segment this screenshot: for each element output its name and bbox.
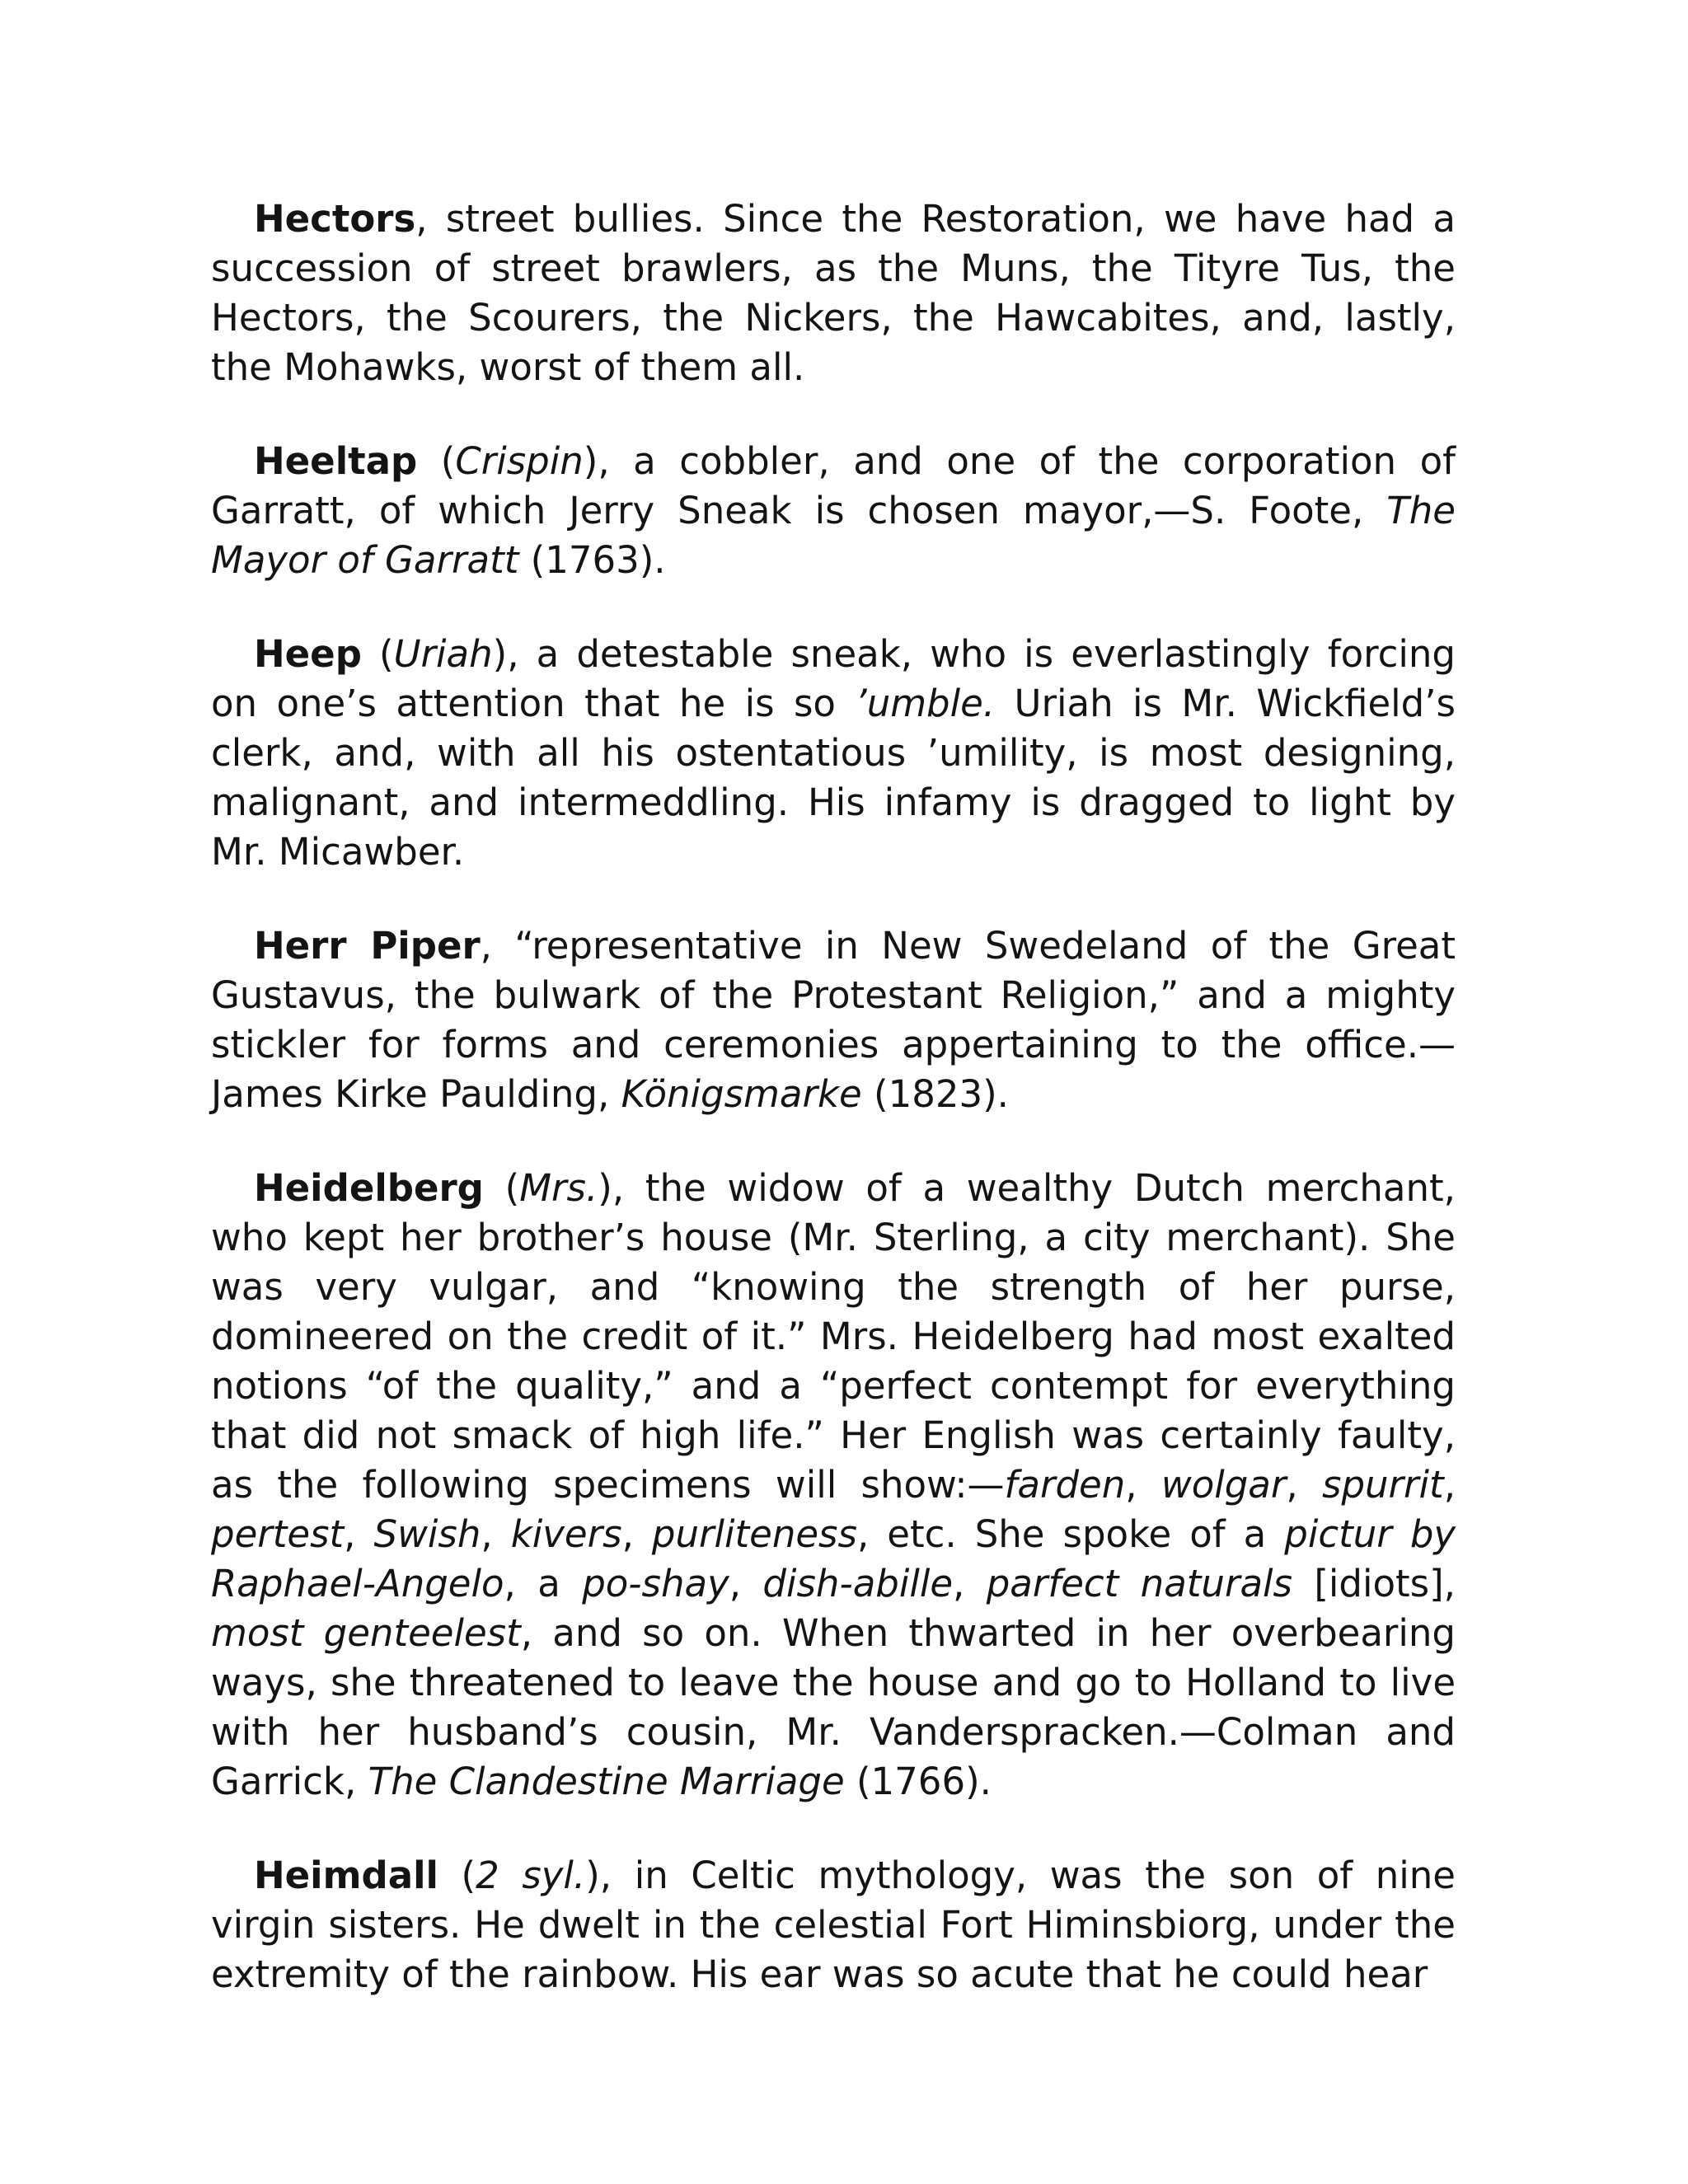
entry-italic: spurrit: [1322, 1463, 1444, 1507]
entry-text: ), a cobbler, and one of the corporation of Garratt, of which Jerry Sneak is chosen mayor,—S. Foote,: [211, 439, 1456, 532]
entry-text: (1823).: [861, 1072, 1009, 1116]
entry-italic: ’umble.: [855, 682, 996, 725]
entry-text: [idiots],: [1292, 1562, 1456, 1605]
entry-italic: pictur by Raphael-Angelo: [211, 1512, 1456, 1605]
headword: Heidelberg: [254, 1166, 484, 1210]
entry-text: , and so on. When thwarted in her overbearing ways, she threatened to leave the house and go to Holland to live with her husband’s cousin, Mr. Vanderspracken.—Colman and Garrick,: [211, 1611, 1456, 1803]
entry-text: Uriah is Mr. Wickfield’s clerk, and, with all his ostentatious ’umility, is most designing, malignant, and intermeddling. His infamy is dragged to light by Mr. Micawber.: [211, 682, 1456, 874]
entry-text: (1763).: [518, 538, 666, 582]
entry-text: (: [417, 439, 456, 483]
entry-heidelberg: [211, 1164, 1456, 1807]
entry-text: (: [438, 1854, 476, 1897]
entry-heep: [211, 630, 1456, 877]
entry-text: ,: [481, 1512, 511, 1556]
entry-heeltap: [211, 437, 1456, 585]
work-title: Königsmarke: [621, 1072, 862, 1116]
entry-text: ,: [1443, 1463, 1456, 1507]
entry-italic: wolgar: [1160, 1463, 1287, 1507]
entry-italic: kivers: [510, 1512, 622, 1556]
headword: Heep: [254, 632, 362, 676]
entry-italic: most genteelest: [211, 1611, 521, 1655]
entry-herr-piper: [211, 921, 1456, 1119]
headword: Herr Piper: [254, 924, 481, 968]
entry-text: , street bullies. Since the Restoration, we have had a succession of street brawlers, as the Muns, the Tityre Tus, the Hectors, the Scourers, the Nickers, the Hawcabites, and, lastly, the Mohawks, worst of them all.: [211, 197, 1456, 389]
entry-italic: dish-abille: [762, 1562, 954, 1605]
entry-text: , a: [504, 1562, 583, 1605]
entry-text: (: [483, 1166, 520, 1210]
entry-text: ,: [1125, 1463, 1161, 1507]
entry-text: ,: [1286, 1463, 1323, 1507]
headword: Hectors: [254, 197, 416, 241]
entry-text: ,: [729, 1562, 763, 1605]
entry-italic: po-shay: [582, 1562, 729, 1605]
entry-italic: parfect naturals: [986, 1562, 1292, 1605]
entry-text: , “representative in New Swedeland of the Great Gustavus, the bulwark of the Protestant Religion,” and a mighty stickler for forms and ceremonies appertaining to the office.—James Kirke Paulding,: [211, 924, 1456, 1116]
entry-text: ), in Celtic mythology, was the son of nine virgin sisters. He dwelt in the celestial Fort Himinsbiorg, under the extremity of the rainbow. His ear was so acute that he could hear: [211, 1854, 1456, 1996]
entry-heimdall: [211, 1851, 1456, 1999]
entry-text: , etc. She spoke of a: [856, 1512, 1285, 1556]
entry-text: (1766).: [844, 1760, 992, 1803]
entry-text: ,: [953, 1562, 987, 1605]
entry-text: ), the widow of a wealthy Dutch merchant, who kept her brother’s house (Mr. Sterling, a city merchant). She was very vulgar, and “knowing the strength of her purse, domineered on the credit of it.” Mrs. Heidelberg had most exalted notions “of the quality,” and a “perfect contempt for everything that did not smack of high life.” Her English was certainly faulty, as the following specimens will show:—: [211, 1166, 1456, 1507]
entry-text: ,: [621, 1512, 652, 1556]
entry-italic: 2 syl.: [476, 1854, 586, 1897]
entry-text: ,: [344, 1512, 374, 1556]
work-title: The Mayor of Garratt: [211, 489, 1456, 582]
entry-italic: Uriah: [393, 632, 493, 676]
entry-text: (: [361, 632, 394, 676]
headword: Heimdall: [254, 1854, 438, 1897]
entry-italic: Crispin: [455, 439, 584, 483]
headword: Heeltap: [254, 439, 418, 483]
entry-text: ), a detestable sneak, who is everlastingly forcing on one’s attention that he is so: [211, 632, 1456, 725]
document-page: [211, 194, 1456, 2044]
entry-italic: Mrs.: [519, 1166, 598, 1210]
entry-italic: Swish: [373, 1512, 481, 1556]
entry-italic: farden: [1004, 1463, 1126, 1507]
entry-italic: pertest: [211, 1512, 345, 1556]
work-title: The Clandestine Marriage: [368, 1760, 845, 1803]
entry-italic: purliteness: [651, 1512, 857, 1556]
entry-hectors: [211, 194, 1456, 392]
